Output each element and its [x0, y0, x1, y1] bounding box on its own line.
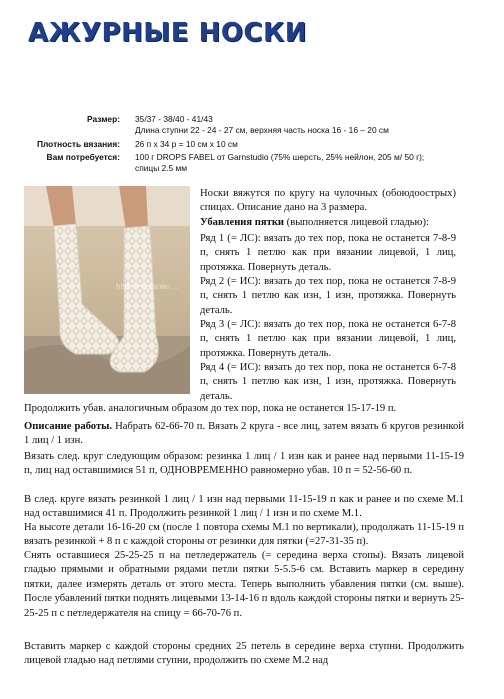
intro-paragraph: Носки вяжутся по кругу на чулочных (обоюдоострых) спицах. Описание дано на 3 размера. [200, 188, 456, 214]
heel-decrease-heading [200, 216, 456, 230]
page-title: АЖУРНЫЕ НОСКИ [28, 18, 308, 48]
row-text: вязать до тех пор, пока не останется 6-7-8 п, снять 1 петлю как изн, 1 изн, протяжка. Повернуть деталь. [200, 362, 456, 402]
specs-block [10, 114, 480, 174]
paragraph-heel-work: Снять оставшиеся 25-25-25 п на петледержатель (= середина верха стопы). Вязать лицевой гладью прямыми и обратными рядами петли пятки 5-5.5-6 см. Вставить маркер в середину пятки, далее измерять деталь от этого места. Теперь выполнить убавления пятки (см. выше). После убавлений пятки поднять лицевыми 13-14-16 п вдоль каждой стороны пятки и вернуть 25-25-25 п с петледержателя на спицу = 66-70-76 п. [24, 550, 464, 619]
heel-title: Убавления пятки [200, 217, 285, 228]
row-label: Ряд 4 (= ИС): [200, 362, 261, 373]
spec-gauge-label: Плотность вязания: [36, 139, 120, 149]
paragraph-description [24, 420, 464, 449]
spec-size-label: Размер: [87, 114, 120, 124]
heel-note: (выполняется лицевой гладью): [284, 217, 429, 228]
photo-watermark: http://vyazanie-… [116, 282, 179, 291]
description-title: Описание работы. [24, 421, 113, 432]
paragraph-height: На высоте детали 16-16-20 см (после 1 повтора схемы М.1 по вертикали), продолжать 11-15-19 п вязать резинкой + 8 п с каждой стороны от резинки для пятки (=27-31-35 п). [24, 522, 464, 548]
row-text: вязать до тех пор, пока не останется 6-7-8 п, снять 1 петлю как при вязании лицевой, 1 лиц, протяжка. Повернуть деталь. [200, 319, 457, 359]
row-label: Ряд 1 (= ЛС): [200, 233, 261, 244]
description-text: Набрать 62-66-70 п. Вязать 2 круга - все лиц, затем вязать 6 кругов резинкой 1 лиц / 1 изн. [24, 421, 464, 447]
spec-materials-line2: спицы 2.5 мм [135, 163, 188, 173]
row-label: Ряд 2 (= ИС): [200, 276, 261, 287]
spec-gauge-line1: 26 п х 34 р = 10 см х 10 см [135, 139, 238, 149]
row-text: вязать до тех пор, пока не останется 7-8-9 п, снять 1 петлю как изн, 1 изн, протяжка. Повернуть деталь. [200, 276, 456, 316]
row-text: вязать до тех пор, пока не останется 7-8-9 п, снять 1 петлю как при вязании лицевой, 1 лиц, протяжка. Повернуть деталь. [200, 233, 457, 273]
heel-row-3 [200, 318, 456, 361]
heel-row-4 [200, 361, 456, 404]
spec-materials-label: Вам потребуется: [46, 152, 120, 162]
row-label: Ряд 3 (= ЛС): [200, 319, 261, 330]
socks-photo [24, 186, 190, 394]
spec-size-line1: 35/37 - 38/40 - 41/43 [135, 114, 213, 124]
paragraph-next-round: Вязать след. круг следующим образом: резинка 1 лиц / 1 изн как и ранее над первыми 11-15-19 п, лиц над оставшимися 51 п, ОДНОВРЕМЕННО равномерно убав. 10 п = 52-56-60 п. [24, 451, 464, 477]
paragraph-markers: Вставить маркер с каждой стороны средних 25 петель в середине верха ступни. Продолжить лицевой гладью над петлями ступни, продолжить по схеме М.2 над [24, 641, 464, 667]
paragraph-rib-chart: В след. круге вязать резинкой 1 лиц / 1 изн над первыми 11-15-19 п как и ранее и по схеме М.1 над оставшимися 41 п. Продолжить резинкой 1 лиц / 1 изн и по схеме М.1. [24, 494, 464, 520]
spec-size-line2: Длина ступни 22 - 24 - 27 см, верхняя часть носка 16 - 16 – 20 см [135, 125, 389, 135]
paragraph-continue: Продолжить убав. аналогичным образом до тех пор, пока не останется 15-17-19 п. [24, 403, 397, 414]
spec-materials-line1: 100 г DROPS FABEL от Garnstudio (75% шерсть, 25% нейлон, 205 м/ 50 г); [135, 152, 425, 162]
heel-row-2 [200, 275, 456, 318]
heel-row-1 [200, 232, 456, 275]
